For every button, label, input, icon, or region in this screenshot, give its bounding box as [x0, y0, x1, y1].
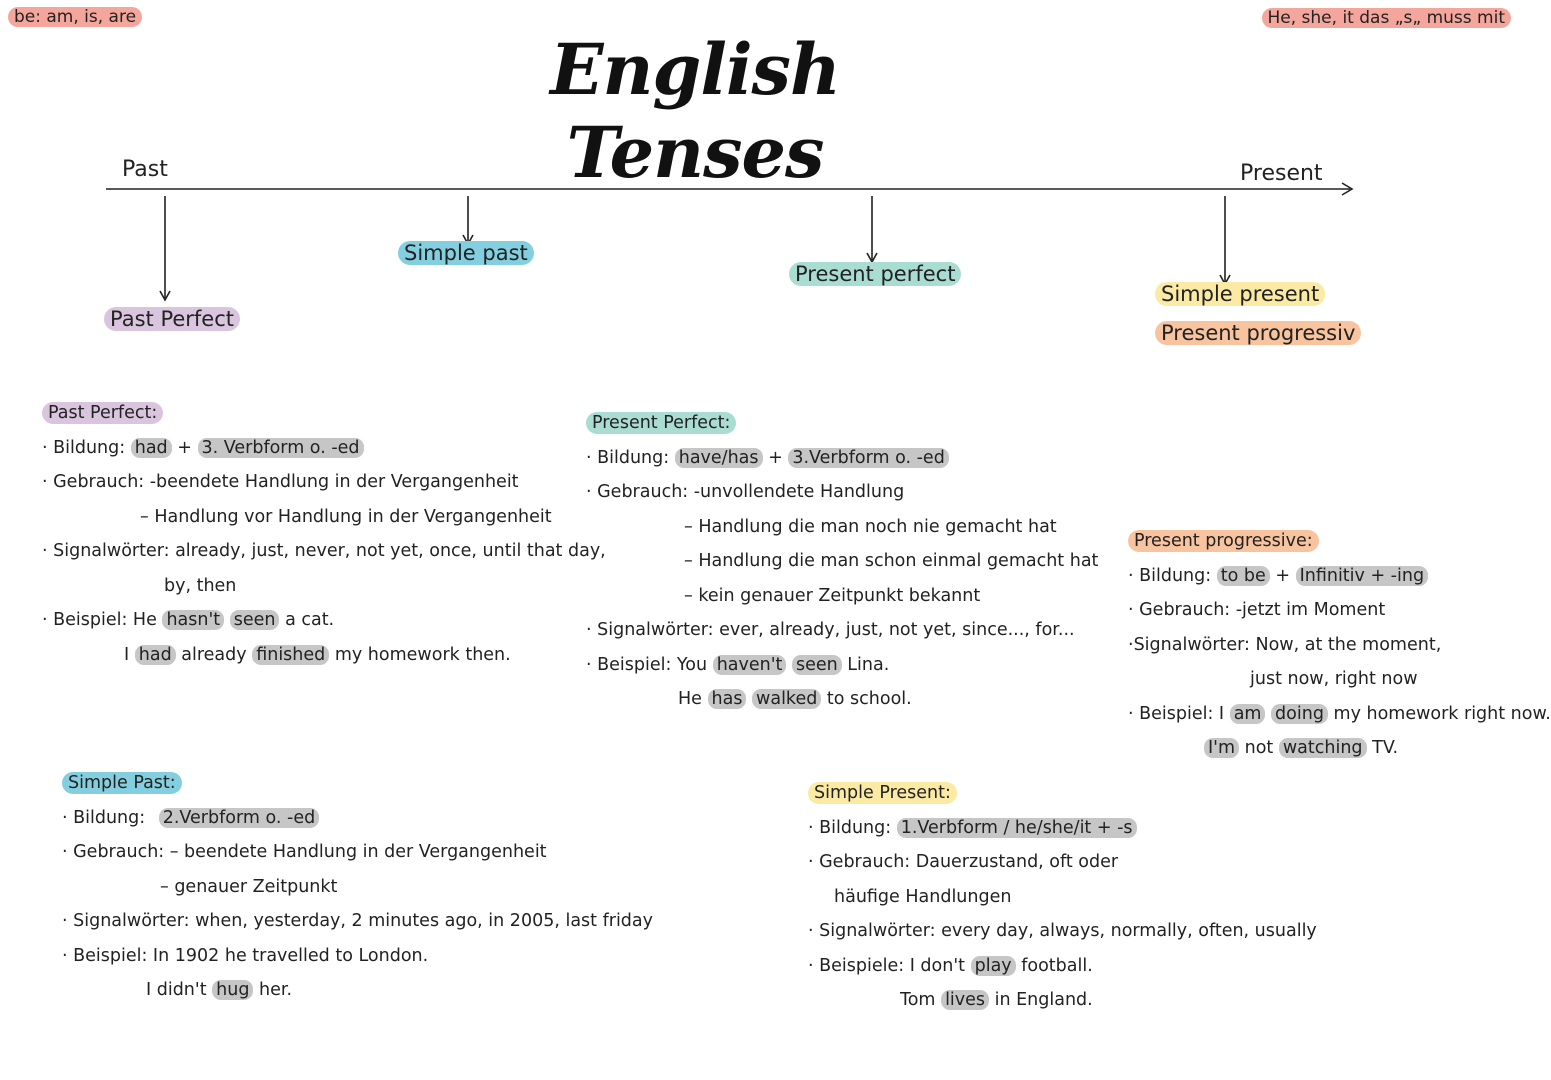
marked-term: walked: [752, 689, 821, 709]
example-line: · Beispiele: I don't play football.: [808, 955, 1093, 976]
example-line: · Beispiel: In 1902 he travelled to London.: [62, 945, 429, 966]
note-third-person-s: He, she, it das „s„ muss mit: [1262, 8, 1512, 28]
marked-term: seen: [230, 610, 280, 630]
signal-line: ·Signalwörter: Now, at the moment,: [1128, 634, 1442, 655]
section-heading: Present Perfect:: [586, 412, 736, 434]
gebrauch-line: häufige Handlungen: [834, 886, 1012, 907]
marked-term: Infinitiv + -ing: [1296, 566, 1428, 586]
gebrauch-line: – Handlung die man schon einmal gemacht hat: [684, 551, 1099, 571]
gebrauch-line: · Gebrauch: -beendete Handlung in der Vergangenheit: [42, 472, 519, 492]
section-present-perfect: [586, 406, 1098, 717]
marked-term: am: [1230, 704, 1266, 724]
section-present-progressive: [1128, 524, 1551, 766]
section-simple-past: [62, 766, 653, 1008]
marked-term: watching: [1279, 738, 1367, 758]
tag-past-perfect: Past Perfect: [104, 307, 240, 331]
signal-line: by, then: [164, 575, 237, 596]
section-heading: Simple Past:: [62, 772, 182, 794]
marked-term: had: [131, 438, 172, 458]
example-line: I had already finished my homework then.: [124, 644, 511, 665]
gebrauch-line: – Handlung die man noch nie gemacht hat: [684, 516, 1057, 537]
bildung-line: · Bildung: to be + Infinitiv + -ing: [1128, 559, 1551, 594]
note-be-forms: be: am, is, are: [8, 7, 142, 27]
gebrauch-line: – genauer Zeitpunkt: [160, 876, 338, 897]
marked-term: haven't: [713, 655, 787, 675]
marked-term: 3. Verbform o. -ed: [198, 438, 364, 458]
marked-term: to be: [1217, 566, 1270, 586]
tag-present-progressiv: Present progressiv: [1155, 321, 1361, 345]
section-past-perfect: [42, 396, 606, 672]
gebrauch-line: – Handlung vor Handlung in der Vergangenheit: [140, 506, 552, 527]
gebrauch-line: · Gebrauch: -unvollendete Handlung: [586, 482, 905, 502]
timeline-label-present: Present: [1240, 161, 1323, 186]
section-heading: Simple Present:: [808, 782, 957, 804]
signal-line: · Signalwörter: already, just, never, not yet, once, until that day,: [42, 541, 606, 561]
marked-term: 3.Verbform o. -ed: [788, 448, 948, 468]
signal-line: · Signalwörter: ever, already, just, not yet, since..., for...: [586, 620, 1075, 640]
marked-term: seen: [792, 655, 842, 675]
timeline: [0, 0, 1527, 320]
marked-term: had: [135, 645, 176, 665]
section-heading: Present progressive:: [1128, 530, 1319, 552]
signal-line: · Signalwörter: every day, always, normally, often, usually: [808, 921, 1317, 941]
example-line: · Beispiel: He hasn't seen a cat.: [42, 610, 335, 630]
example-line: · Beispiel: I am doing my homework right now.: [1128, 703, 1551, 724]
marked-term: finished: [252, 645, 329, 665]
marked-term: hug: [212, 980, 253, 1000]
gebrauch-line: · Gebrauch: -jetzt im Moment: [1128, 600, 1386, 620]
marked-term: lives: [941, 990, 989, 1010]
bildung-line: · Bildung: 2.Verbform o. -ed: [62, 801, 653, 836]
signal-line: just now, right now: [1250, 669, 1418, 689]
gebrauch-line: · Gebrauch: – beendete Handlung in der Vergangenheit: [62, 842, 547, 862]
marked-term: doing: [1271, 704, 1328, 724]
section-simple-present: [808, 776, 1317, 1018]
marked-term: has: [708, 689, 747, 709]
example-line: I didn't hug her.: [146, 980, 293, 1000]
marked-term: have/has: [675, 448, 763, 468]
gebrauch-line: · Gebrauch: Dauerzustand, oft oder: [808, 852, 1119, 872]
marked-term: I'm: [1204, 738, 1239, 758]
example-line: He has walked to school.: [678, 689, 912, 709]
bildung-line: · Bildung: 1.Verbform / he/she/it + -s: [808, 811, 1317, 846]
marked-term: 2.Verbform o. -ed: [159, 808, 319, 828]
gebrauch-line: – kein genauer Zeitpunkt bekannt: [684, 585, 981, 606]
example-line: I'm not watching TV.: [1128, 731, 1551, 766]
example-line: Tom lives in England.: [900, 990, 1093, 1010]
example-line: · Beispiel: You haven't seen Lina.: [586, 654, 890, 675]
timeline-label-past: Past: [122, 157, 168, 182]
signal-line: · Signalwörter: when, yesterday, 2 minutes ago, in 2005, last friday: [62, 911, 654, 931]
tag-simple-present: Simple present: [1155, 282, 1325, 306]
marked-term: 1.Verbform / he/she/it + -s: [897, 818, 1137, 838]
bildung-line: · Bildung: have/has + 3.Verbform o. -ed: [586, 441, 1098, 476]
tag-present-perfect: Present perfect: [789, 262, 961, 286]
bildung-line: · Bildung: had + 3. Verbform o. -ed: [42, 431, 606, 466]
marked-term: hasn't: [162, 610, 224, 630]
marked-term: play: [971, 956, 1016, 976]
tag-simple-past: Simple past: [398, 241, 534, 265]
section-heading: Past Perfect:: [42, 402, 163, 424]
page-title: English Tenses: [550, 28, 840, 194]
